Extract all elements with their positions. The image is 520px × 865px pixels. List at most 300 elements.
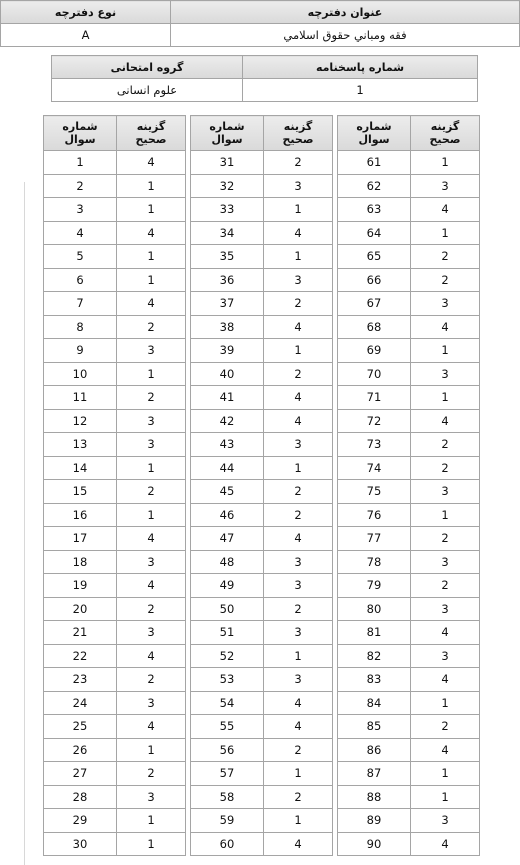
table-row <box>191 339 333 363</box>
correct-option: 2 <box>117 386 186 410</box>
correct-option: 4 <box>117 574 186 598</box>
table-row <box>191 386 333 410</box>
correct-option: 2 <box>264 597 333 621</box>
table-row <box>338 785 480 809</box>
table-row <box>338 292 480 316</box>
correct-option: 3 <box>411 597 480 621</box>
question-number: 86 <box>338 738 411 762</box>
table-row <box>191 456 333 480</box>
correct-option: 1 <box>411 785 480 809</box>
correct-option: 4 <box>264 409 333 433</box>
correct-option: 1 <box>411 762 480 786</box>
question-number: 3 <box>44 198 117 222</box>
question-number: 7 <box>44 292 117 316</box>
correct-option: 1 <box>264 809 333 833</box>
question-number: 24 <box>44 691 117 715</box>
correct-option: 4 <box>264 386 333 410</box>
correct-option: 4 <box>264 691 333 715</box>
correct-option: 1 <box>411 151 480 175</box>
table-row <box>338 480 480 504</box>
question-number: 25 <box>44 715 117 739</box>
correct-option: 2 <box>117 668 186 692</box>
correct-option: 3 <box>264 668 333 692</box>
correct-option: 3 <box>117 621 186 645</box>
answer-key-table <box>337 115 480 856</box>
table-row <box>191 738 333 762</box>
table-row <box>338 809 480 833</box>
question-number: 66 <box>338 268 411 292</box>
question-number: 89 <box>338 809 411 833</box>
question-number: 19 <box>44 574 117 598</box>
question-number: 48 <box>191 550 264 574</box>
table-row <box>44 644 186 668</box>
table-row <box>338 339 480 363</box>
question-number: 1 <box>44 151 117 175</box>
question-number: 8 <box>44 315 117 339</box>
correct-option-header-line2: صحیح <box>135 133 167 146</box>
correct-option-header <box>117 116 186 151</box>
table-row <box>44 198 186 222</box>
correct-option: 2 <box>411 574 480 598</box>
question-number: 11 <box>44 386 117 410</box>
question-number: 73 <box>338 433 411 457</box>
question-number-header <box>44 116 117 151</box>
correct-option: 3 <box>264 550 333 574</box>
correct-option: 2 <box>411 268 480 292</box>
table-row <box>338 198 480 222</box>
answer-sheet-number-value: 1 <box>243 79 478 102</box>
table-row <box>44 832 186 856</box>
table-row <box>191 621 333 645</box>
correct-option: 1 <box>411 339 480 363</box>
question-number: 60 <box>191 832 264 856</box>
table-row <box>44 574 186 598</box>
correct-option: 1 <box>117 503 186 527</box>
table-row <box>338 715 480 739</box>
question-number-header <box>338 116 411 151</box>
correct-option: 3 <box>411 362 480 386</box>
table-row <box>191 597 333 621</box>
booklet-type-header: نوع دفترچه <box>1 1 171 24</box>
correct-option: 2 <box>264 503 333 527</box>
correct-option: 1 <box>411 503 480 527</box>
table-row <box>338 527 480 551</box>
table-row <box>191 574 333 598</box>
question-number: 32 <box>191 174 264 198</box>
question-number: 57 <box>191 762 264 786</box>
table-row <box>338 362 480 386</box>
question-number: 58 <box>191 785 264 809</box>
table-row <box>338 221 480 245</box>
correct-option: 2 <box>117 315 186 339</box>
question-number: 20 <box>44 597 117 621</box>
question-number: 39 <box>191 339 264 363</box>
correct-option: 4 <box>264 715 333 739</box>
correct-option-header-line2: صحیح <box>282 133 314 146</box>
exam-group-header: گروه امتحانی <box>52 56 243 79</box>
answer-sheet-number-header: شماره پاسخنامه <box>243 56 478 79</box>
question-number: 87 <box>338 762 411 786</box>
table-row <box>44 480 186 504</box>
table-row <box>191 433 333 457</box>
question-number: 88 <box>338 785 411 809</box>
question-number-header-line1: شماره <box>62 120 98 133</box>
table-row <box>191 785 333 809</box>
table-row <box>44 597 186 621</box>
correct-option: 1 <box>264 762 333 786</box>
correct-option: 3 <box>117 550 186 574</box>
correct-option: 1 <box>264 456 333 480</box>
table-row <box>338 832 480 856</box>
table-row <box>44 409 186 433</box>
table-row <box>338 597 480 621</box>
correct-option: 2 <box>264 362 333 386</box>
question-number: 79 <box>338 574 411 598</box>
table-row <box>338 691 480 715</box>
table-row <box>44 174 186 198</box>
question-number: 65 <box>338 245 411 269</box>
correct-option: 2 <box>264 480 333 504</box>
table-row <box>44 809 186 833</box>
correct-option: 1 <box>117 268 186 292</box>
table-row <box>338 409 480 433</box>
table-row <box>191 762 333 786</box>
question-number: 13 <box>44 433 117 457</box>
correct-option: 1 <box>117 832 186 856</box>
question-number: 64 <box>338 221 411 245</box>
question-number: 5 <box>44 245 117 269</box>
correct-option: 1 <box>117 174 186 198</box>
table-row <box>44 691 186 715</box>
question-number: 76 <box>338 503 411 527</box>
correct-option: 4 <box>411 738 480 762</box>
correct-option: 2 <box>264 151 333 175</box>
correct-option: 4 <box>411 409 480 433</box>
correct-option: 3 <box>411 809 480 833</box>
table-row <box>338 738 480 762</box>
question-number: 68 <box>338 315 411 339</box>
question-number: 28 <box>44 785 117 809</box>
table-row <box>44 785 186 809</box>
question-number: 49 <box>191 574 264 598</box>
question-number: 59 <box>191 809 264 833</box>
table-row <box>44 268 186 292</box>
table-row <box>191 668 333 692</box>
question-number: 72 <box>338 409 411 433</box>
table-row <box>44 339 186 363</box>
table-row <box>191 221 333 245</box>
table-row <box>44 762 186 786</box>
question-number: 44 <box>191 456 264 480</box>
question-number: 9 <box>44 339 117 363</box>
table-row <box>44 386 186 410</box>
question-number-header-line1: شماره <box>356 120 392 133</box>
table-row <box>191 691 333 715</box>
correct-option: 3 <box>411 480 480 504</box>
table-row <box>44 715 186 739</box>
correct-option: 1 <box>411 386 480 410</box>
question-number-header <box>191 116 264 151</box>
correct-option-header-line1: گزینه <box>283 120 313 133</box>
correct-option: 2 <box>264 785 333 809</box>
booklet-type-value: A <box>1 24 171 47</box>
question-number: 53 <box>191 668 264 692</box>
correct-option: 3 <box>264 174 333 198</box>
table-row <box>191 362 333 386</box>
correct-option: 1 <box>411 221 480 245</box>
correct-option: 1 <box>117 809 186 833</box>
table-row <box>338 386 480 410</box>
correct-option: 2 <box>264 738 333 762</box>
question-number: 82 <box>338 644 411 668</box>
correct-option-header <box>264 116 333 151</box>
question-number: 75 <box>338 480 411 504</box>
question-number: 21 <box>44 621 117 645</box>
correct-option: 3 <box>411 174 480 198</box>
question-number-header-line2: سوال <box>211 133 243 146</box>
table-row <box>44 245 186 269</box>
question-number: 4 <box>44 221 117 245</box>
question-number: 70 <box>338 362 411 386</box>
correct-option: 2 <box>117 762 186 786</box>
question-number: 56 <box>191 738 264 762</box>
correct-option: 1 <box>264 644 333 668</box>
table-row <box>338 503 480 527</box>
correct-option: 3 <box>117 409 186 433</box>
correct-option-header <box>411 116 480 151</box>
question-number: 31 <box>191 151 264 175</box>
question-number: 69 <box>338 339 411 363</box>
correct-option: 4 <box>411 315 480 339</box>
correct-option: 3 <box>264 268 333 292</box>
exam-group-table <box>51 55 478 102</box>
question-number: 77 <box>338 527 411 551</box>
correct-option: 1 <box>117 456 186 480</box>
correct-option: 4 <box>411 832 480 856</box>
table-row <box>191 503 333 527</box>
table-row <box>44 315 186 339</box>
question-number: 62 <box>338 174 411 198</box>
correct-option: 2 <box>411 433 480 457</box>
correct-option: 4 <box>411 198 480 222</box>
correct-option: 4 <box>117 221 186 245</box>
exam-group-value: علوم انسانی <box>52 79 243 102</box>
question-number: 18 <box>44 550 117 574</box>
correct-option: 2 <box>264 292 333 316</box>
question-number: 17 <box>44 527 117 551</box>
table-row <box>44 433 186 457</box>
question-number: 29 <box>44 809 117 833</box>
table-row <box>338 315 480 339</box>
correct-option: 4 <box>411 621 480 645</box>
correct-option-header-line1: گزینه <box>430 120 460 133</box>
correct-option: 3 <box>117 339 186 363</box>
table-row <box>44 362 186 386</box>
correct-option: 4 <box>264 832 333 856</box>
correct-option: 3 <box>117 785 186 809</box>
table-row <box>191 644 333 668</box>
table-row <box>338 456 480 480</box>
question-number: 83 <box>338 668 411 692</box>
correct-option: 1 <box>117 362 186 386</box>
question-number: 52 <box>191 644 264 668</box>
correct-option: 1 <box>411 691 480 715</box>
booklet-title-header: عنوان دفترچه <box>171 1 520 24</box>
correct-option: 2 <box>411 456 480 480</box>
question-number: 42 <box>191 409 264 433</box>
table-row <box>191 715 333 739</box>
question-number: 26 <box>44 738 117 762</box>
correct-option: 3 <box>117 433 186 457</box>
table-row <box>338 245 480 269</box>
table-row <box>338 668 480 692</box>
answer-key-table <box>43 115 186 856</box>
table-row <box>191 550 333 574</box>
correct-option: 2 <box>411 245 480 269</box>
question-number: 23 <box>44 668 117 692</box>
table-row <box>44 668 186 692</box>
question-number: 16 <box>44 503 117 527</box>
correct-option-header-line2: صحیح <box>429 133 461 146</box>
question-number: 36 <box>191 268 264 292</box>
question-number: 34 <box>191 221 264 245</box>
question-number: 63 <box>338 198 411 222</box>
question-number: 38 <box>191 315 264 339</box>
table-row <box>191 409 333 433</box>
correct-option: 4 <box>411 668 480 692</box>
booklet-title-value: فقه ومباني حقوق اسلامي <box>171 24 520 47</box>
question-number: 54 <box>191 691 264 715</box>
question-number: 22 <box>44 644 117 668</box>
question-number: 81 <box>338 621 411 645</box>
table-row <box>44 221 186 245</box>
table-row <box>191 198 333 222</box>
question-number: 47 <box>191 527 264 551</box>
table-row <box>338 644 480 668</box>
table-row <box>191 268 333 292</box>
correct-option: 3 <box>411 550 480 574</box>
table-row <box>191 527 333 551</box>
question-number: 67 <box>338 292 411 316</box>
correct-option: 2 <box>117 597 186 621</box>
correct-option: 2 <box>117 480 186 504</box>
correct-option: 1 <box>264 245 333 269</box>
table-row <box>338 433 480 457</box>
table-row <box>44 738 186 762</box>
question-number: 90 <box>338 832 411 856</box>
correct-option: 1 <box>264 198 333 222</box>
correct-option: 3 <box>117 691 186 715</box>
table-row <box>338 268 480 292</box>
table-row <box>338 174 480 198</box>
question-number: 35 <box>191 245 264 269</box>
table-row <box>191 245 333 269</box>
answer-key-table <box>190 115 333 856</box>
question-number: 37 <box>191 292 264 316</box>
table-row <box>338 762 480 786</box>
correct-option: 4 <box>264 527 333 551</box>
table-row <box>44 503 186 527</box>
question-number: 2 <box>44 174 117 198</box>
table-row <box>191 174 333 198</box>
table-row <box>44 550 186 574</box>
correct-option-header-line1: گزینه <box>136 120 166 133</box>
table-row <box>44 527 186 551</box>
correct-option: 3 <box>264 433 333 457</box>
question-number: 10 <box>44 362 117 386</box>
question-number: 40 <box>191 362 264 386</box>
table-row <box>44 292 186 316</box>
correct-option: 3 <box>411 292 480 316</box>
correct-option: 1 <box>117 198 186 222</box>
table-row <box>338 151 480 175</box>
correct-option: 4 <box>264 221 333 245</box>
question-number: 55 <box>191 715 264 739</box>
table-row <box>44 456 186 480</box>
table-row <box>191 315 333 339</box>
question-number: 33 <box>191 198 264 222</box>
question-number: 61 <box>338 151 411 175</box>
table-row <box>338 621 480 645</box>
question-number: 51 <box>191 621 264 645</box>
correct-option: 3 <box>411 644 480 668</box>
correct-option: 1 <box>117 245 186 269</box>
table-row <box>191 292 333 316</box>
correct-option: 2 <box>411 715 480 739</box>
table-row <box>338 550 480 574</box>
question-number: 85 <box>338 715 411 739</box>
question-number: 15 <box>44 480 117 504</box>
question-number: 43 <box>191 433 264 457</box>
question-number: 74 <box>338 456 411 480</box>
table-row <box>191 809 333 833</box>
correct-option: 4 <box>117 527 186 551</box>
table-row <box>191 480 333 504</box>
question-number: 80 <box>338 597 411 621</box>
booklet-info-table <box>0 0 520 47</box>
table-row <box>44 621 186 645</box>
correct-option: 4 <box>264 315 333 339</box>
question-number: 84 <box>338 691 411 715</box>
correct-option: 4 <box>117 644 186 668</box>
question-number: 50 <box>191 597 264 621</box>
correct-option: 4 <box>117 292 186 316</box>
question-number: 6 <box>44 268 117 292</box>
correct-option: 1 <box>264 339 333 363</box>
correct-option: 4 <box>117 151 186 175</box>
question-number: 45 <box>191 480 264 504</box>
question-number: 71 <box>338 386 411 410</box>
question-number: 14 <box>44 456 117 480</box>
correct-option: 4 <box>117 715 186 739</box>
table-row <box>191 832 333 856</box>
question-number: 78 <box>338 550 411 574</box>
correct-option: 3 <box>264 574 333 598</box>
question-number: 27 <box>44 762 117 786</box>
correct-option: 1 <box>117 738 186 762</box>
question-number-header-line2: سوال <box>358 133 390 146</box>
correct-option: 3 <box>264 621 333 645</box>
correct-option: 2 <box>411 527 480 551</box>
question-number-header-line2: سوال <box>64 133 96 146</box>
question-number-header-line1: شماره <box>209 120 245 133</box>
question-number: 30 <box>44 832 117 856</box>
question-number: 41 <box>191 386 264 410</box>
left-divider <box>24 182 25 865</box>
table-row <box>191 151 333 175</box>
question-number: 12 <box>44 409 117 433</box>
table-row <box>338 574 480 598</box>
